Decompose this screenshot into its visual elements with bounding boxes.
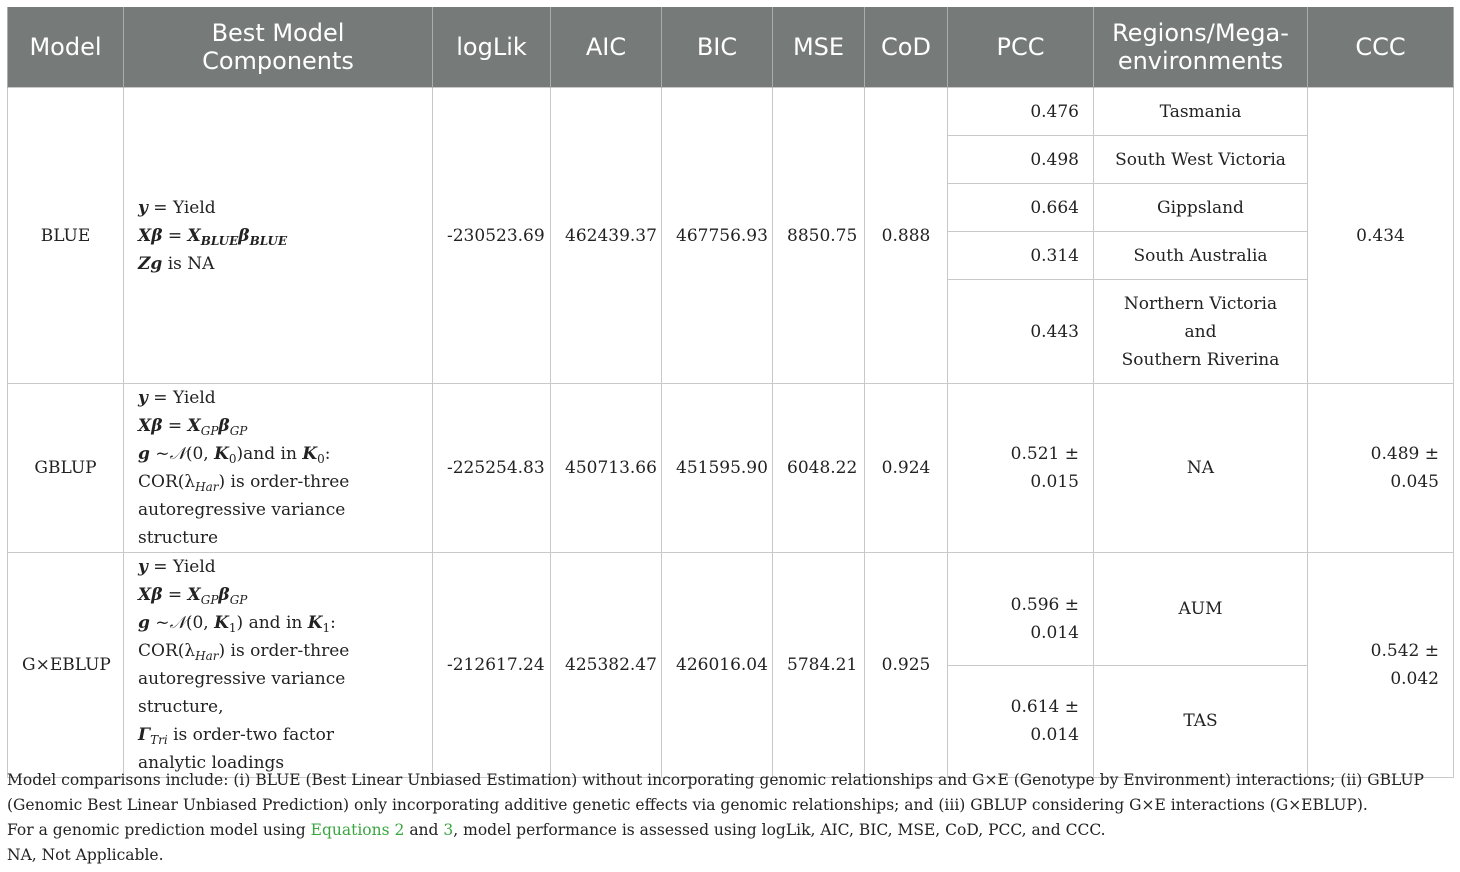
cell-mse: 5784.21 [773, 553, 865, 778]
cell-region: Tasmania [1094, 88, 1308, 136]
cell-region: NA [1094, 384, 1308, 553]
header-bic: BIC [662, 7, 773, 88]
cell-model: G×EBLUP [8, 553, 124, 778]
cell-loglik: -212617.24 [433, 553, 551, 778]
cell-cod: 0.888 [865, 88, 948, 384]
cell-cod: 0.925 [865, 553, 948, 778]
equations-link[interactable]: Equations 2 [310, 821, 405, 839]
cell-bic: 426016.04 [662, 553, 773, 778]
header-pcc: PCC [948, 7, 1094, 88]
cell-region: Northern Victoria and Southern Riverina [1094, 280, 1308, 384]
header-regions: Regions/Mega-environments [1094, 7, 1308, 88]
table-row-blue [8, 88, 1454, 136]
cell-ccc: 0.542 ± 0.042 [1308, 553, 1454, 778]
cell-cod: 0.924 [865, 384, 948, 553]
footnote-models: Model comparisons include: (i) BLUE (Best Linear Unbiased Estimation) without incorporating genomic relationships and G×E (Genotype by Environment) interactions; (ii) GBLUP (Genomic Best Linear Unbiased Prediction) only incorporating additive genetic effects via genomic relationships; and (iii) GBLUP considering G×E interactions (G×EBLUP). [7, 771, 1424, 814]
header-ccc: CCC [1308, 7, 1454, 88]
table-row-gxeblup [8, 553, 1454, 666]
header-loglik: logLik [433, 7, 551, 88]
cell-region: South Australia [1094, 232, 1308, 280]
cell-pcc: 0.596 ± 0.014 [948, 553, 1094, 666]
header-model: Model [8, 7, 124, 88]
table-row-gblup [8, 384, 1454, 553]
cell-loglik: -225254.83 [433, 384, 551, 553]
cell-pcc: 0.476 [948, 88, 1094, 136]
cell-components: y = Yield $X\beta = X_{BLUE}\beta_{BLUE}$ Zg is NA [124, 88, 433, 384]
cell-model: GBLUP [8, 384, 124, 553]
cell-region: Gippsland [1094, 184, 1308, 232]
cell-region: South West Victoria [1094, 136, 1308, 184]
cell-region: AUM [1094, 553, 1308, 666]
cell-bic: 467756.93 [662, 88, 773, 384]
cell-ccc: 0.489 ± 0.045 [1308, 384, 1454, 553]
cell-pcc: 0.614 ± 0.014 [948, 665, 1094, 778]
cell-region: TAS [1094, 665, 1308, 778]
cell-aic: 425382.47 [551, 553, 662, 778]
header-mse: MSE [773, 7, 865, 88]
cell-aic: 450713.66 [551, 384, 662, 553]
header-components: Best Model Components [124, 7, 433, 88]
header-aic: AIC [551, 7, 662, 88]
results-table [7, 7, 1454, 778]
cell-components: y = Yield $X\beta = X_{GP}\beta_{GP}$ g ~𝒩(0, $K_0)and$ in $K_0$: $COR(\lambda_{Har})$ is order-three autoregressive variance structure [124, 384, 433, 553]
header-cod: CoD [865, 7, 948, 88]
equation-3-link[interactable]: 3 [443, 821, 454, 839]
cell-pcc: 0.498 [948, 136, 1094, 184]
cell-pcc: 0.443 [948, 280, 1094, 384]
cell-pcc: 0.664 [948, 184, 1094, 232]
cell-model: BLUE [8, 88, 124, 384]
cell-pcc: 0.521 ± 0.015 [948, 384, 1094, 553]
cell-loglik: -230523.69 [433, 88, 551, 384]
header-row [8, 7, 1454, 88]
cell-aic: 462439.37 [551, 88, 662, 384]
cell-pcc: 0.314 [948, 232, 1094, 280]
footnote-na: NA, Not Applicable. [7, 846, 164, 864]
cell-ccc: 0.434 [1308, 88, 1454, 384]
table-footnotes [7, 768, 1457, 868]
cell-bic: 451595.90 [662, 384, 773, 553]
footnote-equations: For a genomic prediction model using Equations 2 and 3, model performance is assessed using logLik, AIC, BIC, MSE, CoD, PCC, and CCC. [7, 821, 1106, 839]
cell-components: y = Yield $X\beta = X_{GP}\beta_{GP}$ g ~𝒩(0, $K_1$) and in $K_1$: $COR(\lambda_{Har})$ is order-three autoregressive variance structure, $\Gamma_{Tri}$ is order-two factor analytic loadings [124, 553, 433, 778]
cell-mse: 6048.22 [773, 384, 865, 553]
cell-mse: 8850.75 [773, 88, 865, 384]
